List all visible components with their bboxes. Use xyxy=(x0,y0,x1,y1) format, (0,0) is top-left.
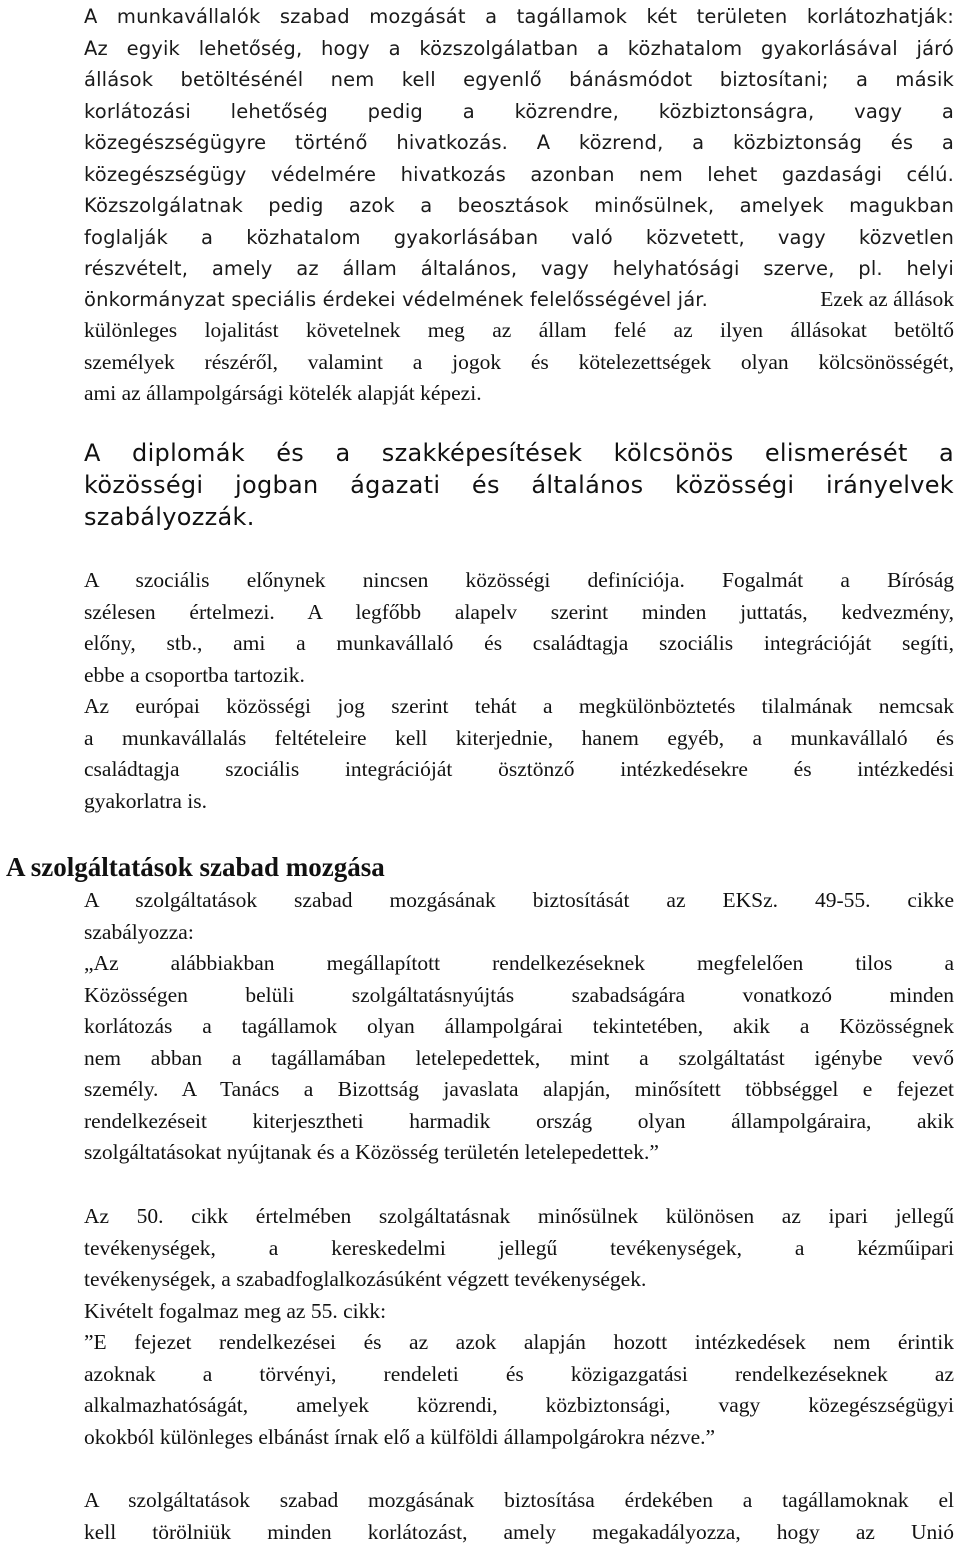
text-line: Közszolgálatnak pedig azok a beosztások minősülnek, amelyek magukban xyxy=(84,190,954,222)
quote-line: azoknak a törvényi, rendeleti és közigazgatási rendelkezéseknek az xyxy=(84,1359,954,1391)
mixed-line xyxy=(84,284,954,316)
section-title: A szolgáltatások szabad mozgása xyxy=(6,850,385,884)
social-paragraph xyxy=(84,565,954,817)
text-line: különleges lojalitást követelnek meg az állam felé az ilyen állásokat betöltő xyxy=(84,315,954,347)
text-line: Kivételt fogalmaz meg az 55. cikk: xyxy=(84,1296,954,1328)
text-line: családtagja szociális integrációját ösztönző intézkedésekre és intézkedési xyxy=(84,754,954,786)
text-line: tevékenységek, a kereskedelmi jellegű tevékenységek, a kézműipari xyxy=(84,1233,954,1265)
text-line: szélesen értelmezi. A legfőbb alapelv szerint minden juttatás, kedvezmény, xyxy=(84,597,954,629)
text-line: előny, stb., ami a munkavállaló és családtagja szociális integrációját segíti, xyxy=(84,628,954,660)
quote-line: „Az alábbiakban megállapított rendelkezéseknek megfelelően tilos a xyxy=(84,948,954,980)
quote-line: alkalmazhatóságát, amelyek közrendi, közbiztonsági, vagy közegészségügyi xyxy=(84,1390,954,1422)
text-line: foglalják a közhatalom gyakorlásában való közvetett, vagy közvetlen xyxy=(84,222,954,254)
quote-line: szolgáltatásokat nyújtanak és a Közösség területén letelepedettek.” xyxy=(84,1137,954,1169)
services-paragraph xyxy=(84,885,954,1169)
text-line: szabályozza: xyxy=(84,917,954,949)
text-line: korlátozási lehetőség pedig a közrendre, közbiztonságra, vagy a xyxy=(84,96,954,128)
text-line: Az egyik lehetőség, hogy a közszolgálatban a közhatalom gyakorlásával járó xyxy=(84,33,954,65)
heading-line: A diplomák és a szakképesítések kölcsönös elismerését a xyxy=(84,437,954,469)
text-line: a munkavállalás feltételeire kell kiterjednie, hanem egyéb, a munkavállaló és xyxy=(84,723,954,755)
text-line: személyek részéről, valamint a jogok és kötelezettségek olyan kölcsönösségét, xyxy=(84,347,954,379)
closing-paragraph xyxy=(84,1485,954,1548)
quote-line: rendelkezéseit kiterjesztheti harmadik ország olyan állampolgáraira, akik xyxy=(84,1106,954,1138)
loyalty-paragraph xyxy=(84,315,954,410)
text-line: gyakorlatra is. xyxy=(84,786,954,818)
text-line: kell törölniük minden korlátozást, amely megakadályozza, hogy az Unió xyxy=(84,1517,954,1548)
heading-line: szabályozzák. xyxy=(84,501,954,533)
text-line: ebbe a csoportba tartozik. xyxy=(84,660,954,692)
quote-line: okokból különleges elbánást írnak elő a külföldi állampolgárokra nézve.” xyxy=(84,1422,954,1454)
text-line: részvételt, amely az állam általános, vagy helyhatósági szerve, pl. helyi xyxy=(84,253,954,285)
intro-paragraph xyxy=(84,1,954,285)
text-line: Az 50. cikk értelmében szolgáltatásnak minősülnek különösen az ipari jellegű xyxy=(84,1201,954,1233)
quote-line: korlátozás a tagállamok olyan állampolgárai tekintetében, akik a Közösségnek xyxy=(84,1011,954,1043)
text-line: állások betöltésénél nem kell egyenlő bánásmódot biztosítani; a másik xyxy=(84,64,954,96)
text-line-sans-part: önkormányzat speciális érdekei védelmének felelősségével jár. xyxy=(84,288,708,311)
text-line: Az európai közösségi jog szerint tehát a megkülönböztetés tilalmának nemcsak xyxy=(84,691,954,723)
text-line-serif-part: Ezek az állások xyxy=(820,284,954,316)
heading-line: közösségi jogban ágazati és általános közösségi irányelvek xyxy=(84,469,954,501)
text-line: ami az állampolgársági kötelék alapját képezi. xyxy=(84,378,954,410)
text-line: A szolgáltatások szabad mozgásának biztosítását az EKSz. 49-55. cikke xyxy=(84,885,954,917)
diploma-heading xyxy=(84,437,954,533)
article-50-paragraph xyxy=(84,1201,954,1453)
text-line: A munkavállalók szabad mozgását a tagállamok két területen korlátozhatják: xyxy=(84,1,954,33)
quote-line: nem abban a tagállamában letelepedettek, mint a szolgáltatást igénybe vevő xyxy=(84,1043,954,1075)
quote-line: ”E fejezet rendelkezései és az azok alapján hozott intézkedések nem érintik xyxy=(84,1327,954,1359)
text-line: közegészségügyre történő hivatkozás. A közrend, a közbiztonság és a xyxy=(84,127,954,159)
quote-line: Közösségen belüli szolgáltatásnyújtás szabadságára vonatkozó minden xyxy=(84,980,954,1012)
text-line: A szolgáltatások szabad mozgásának biztosítása érdekében a tagállamoknak el xyxy=(84,1485,954,1517)
text-line: közegészségügy védelmére hivatkozás azonban nem lehet gazdasági célú. xyxy=(84,159,954,191)
quote-line: személy. A Tanács a Bizottság javaslata alapján, minősített többséggel e fejezet xyxy=(84,1074,954,1106)
text-line: A szociális előnynek nincsen közösségi definíciója. Fogalmát a Bíróság xyxy=(84,565,954,597)
text-line: tevékenységek, a szabadfoglalkozásúként végzett tevékenységek. xyxy=(84,1264,954,1296)
